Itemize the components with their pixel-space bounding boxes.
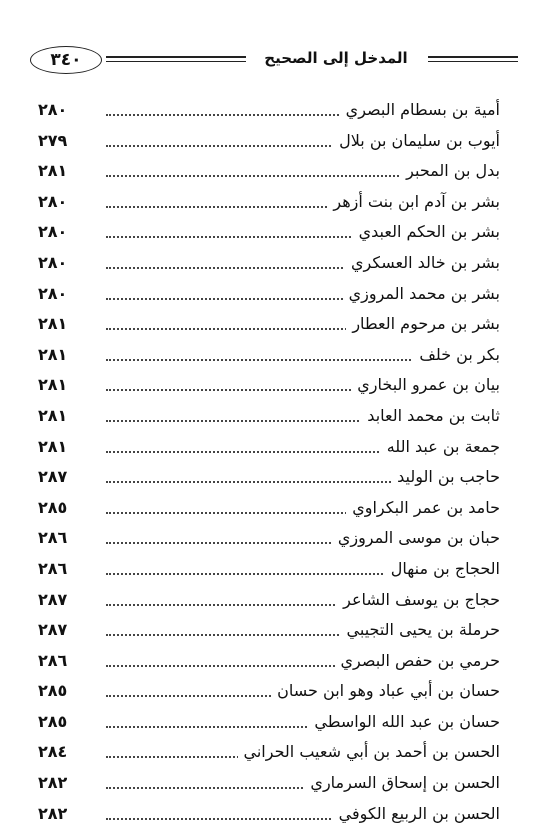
index-entry (38, 340, 500, 371)
entry-page-number: ٢٨٠ (38, 191, 68, 211)
entry-name: جمعة بن عبد الله (381, 432, 500, 462)
entry-name: حاجب بن الوليد (391, 462, 500, 492)
entry-name: الحسن بن الربيع الكوفي (333, 799, 500, 829)
entry-name: حجاج بن يوسف الشاعر (337, 585, 500, 615)
index-entry (38, 95, 500, 126)
index-entry (38, 248, 500, 279)
entry-page-number: ٢٨١ (38, 314, 68, 334)
entry-page-number: ٢٨٧ (38, 589, 68, 609)
entry-page-number: ٢٨٧ (38, 620, 68, 640)
entry-name: حبان بن موسى المروزي (332, 523, 500, 553)
entry-page-number: ٢٨٠ (38, 222, 68, 242)
header-rule-right-lower (428, 61, 518, 62)
entry-page-number: ٢٨٠ (38, 283, 68, 303)
index-entry (38, 585, 500, 616)
index-entry (38, 737, 500, 768)
entry-name: الحسن بن أحمد بن أبي شعيب الحراني (238, 737, 500, 767)
index-entry (38, 279, 500, 310)
entry-name: بشر بن خالد العسكري (345, 248, 500, 278)
entry-page-number: ٢٨٦ (38, 528, 68, 548)
entry-page-number: ٢٨١ (38, 436, 68, 456)
index-entry (38, 768, 500, 799)
book-title: المدخل إلى الصحيح (264, 49, 408, 67)
entry-name: حرمي بن حفص البصري (335, 646, 500, 676)
entry-name: الحجاج بن منهال (385, 554, 500, 584)
entry-page-number: ٢٨٢ (38, 803, 68, 823)
index-entry (38, 615, 500, 646)
entry-page-number: ٢٨٥ (38, 711, 68, 731)
entry-page-number: ٢٨٠ (38, 100, 68, 119)
header-rule-right-upper (428, 56, 518, 58)
header-rule-left-upper (106, 56, 246, 58)
entry-page-number: ٢٨١ (38, 375, 68, 395)
index-entry (38, 156, 500, 187)
entry-page-number: ٢٨١ (38, 405, 68, 425)
entry-page-number: ٢٨١ (38, 344, 68, 364)
entry-name: بيان بن عمرو البخاري (351, 370, 500, 400)
entry-page-number: ٢٨٦ (38, 650, 68, 670)
index-entry (38, 309, 500, 340)
entry-page-number: ٢٨٦ (38, 558, 68, 578)
entry-name: بدل بن المحبر (400, 156, 500, 186)
entry-name: أيوب بن سليمان بن بلال (333, 126, 500, 156)
entry-name: ثابت بن محمد العابد (361, 401, 500, 431)
page-number: ٣٤٠ (30, 46, 102, 74)
entry-name: حامد بن عمر البكراوي (346, 493, 500, 523)
entry-page-number: ٢٨٢ (38, 773, 68, 793)
index-entry (38, 799, 500, 830)
index-entry (38, 432, 500, 463)
index-entry (38, 523, 500, 554)
entry-page-number: ٢٨٥ (38, 681, 68, 701)
entry-name: حسان بن عبد الله الواسطي (308, 707, 500, 737)
entry-name: بشر بن مرحوم العطار (346, 309, 500, 339)
entry-name: بشر بن الحكم العبدي (353, 217, 500, 247)
index-entry (38, 646, 500, 677)
index-entry (38, 370, 500, 401)
entry-name: بشر بن محمد المروزي (343, 279, 500, 309)
running-header (30, 46, 520, 78)
entry-name: حسان بن أبي عباد وهو ابن حسان (271, 676, 500, 706)
entry-name: حرملة بن يحيى التجيبي (341, 615, 500, 645)
index-entry (38, 554, 500, 585)
index-entry (38, 401, 500, 432)
index-entry (38, 493, 500, 524)
entry-page-number: ٢٧٩ (38, 130, 68, 150)
index-entry (38, 187, 500, 218)
entry-page-number: ٢٨٧ (38, 467, 68, 487)
entry-name: بشر بن آدم ابن بنت أزهر (327, 187, 500, 217)
entry-page-number: ٢٨٥ (38, 497, 68, 517)
index-entry (38, 126, 500, 157)
entry-page-number: ٢٨١ (38, 161, 68, 181)
entry-page-number: ٢٨٠ (38, 252, 68, 272)
index-entry (38, 676, 500, 707)
index-entry (38, 707, 500, 738)
entry-page-number: ٢٨٤ (38, 742, 68, 762)
entry-name: بكر بن خلف (413, 340, 500, 370)
index-entry (38, 462, 500, 493)
entry-name: أمية بن بسطام البصري (340, 95, 500, 125)
index-entry (38, 217, 500, 248)
index-entries (38, 95, 500, 829)
entry-name: الحسن بن إسحاق السرماري (304, 768, 500, 798)
header-rule-left-lower (106, 61, 246, 62)
